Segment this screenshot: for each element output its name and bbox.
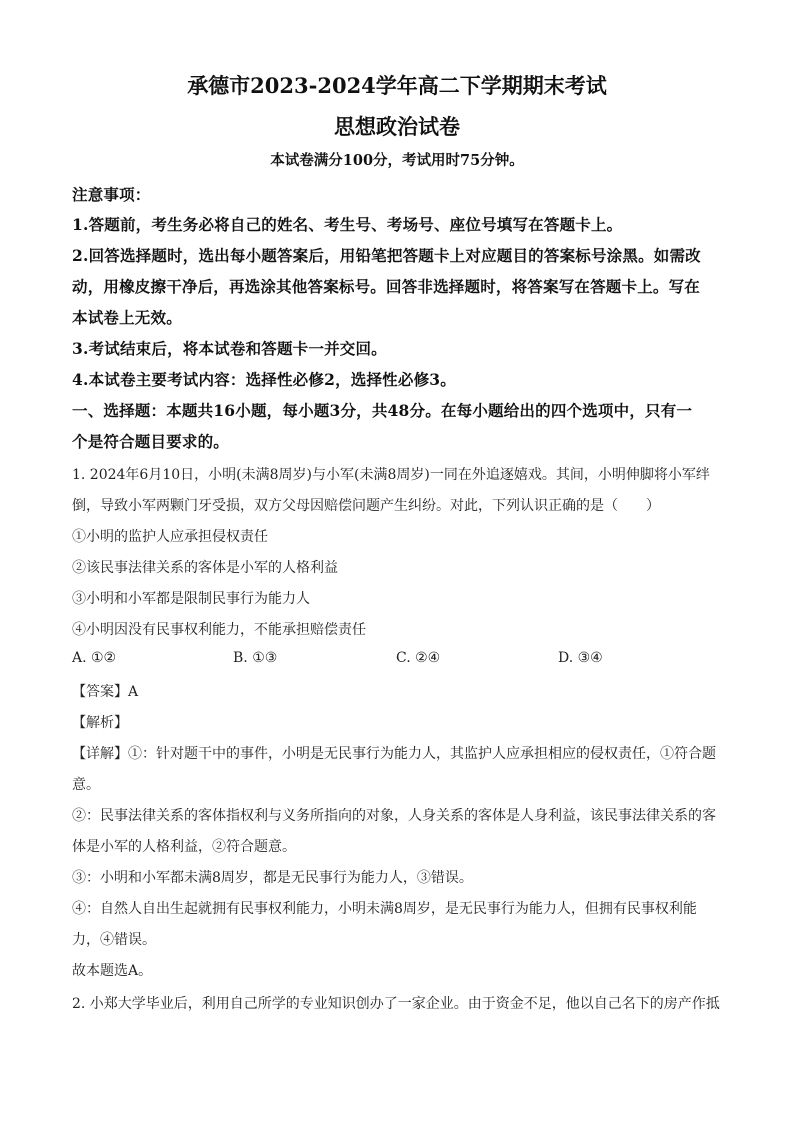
q1-statement-4: ④小明因没有民事权利能力，不能承担赔偿责任 xyxy=(72,622,366,638)
q1-option-c: C. ②④ xyxy=(396,650,441,666)
notice-line-1: 1.答题前，考生务必将自己的姓名、考生号、考场号、座位号填写在答题卡上。 xyxy=(72,215,623,234)
q1-stem-line-2: 倒，导致小军两颗门牙受损，双方父母因赔偿问题产生纠纷。对此，下列认识正确的是（ ） xyxy=(72,498,660,514)
q1-answer: 【答案】A xyxy=(72,684,139,700)
exam-meta: 本试卷满分100分，考试用时75分钟。 xyxy=(270,152,524,169)
q1-detail-line-4: 体是小军的人格利益，②符合题意。 xyxy=(72,839,296,855)
notice-line-2: 2.回答选择题时，选出每小题答案后，用铅笔把答题卡上对应题目的答案标号涂黑。如需改 xyxy=(72,246,701,265)
q1-statement-1: ①小明的监护人应承担侵权责任 xyxy=(72,529,268,545)
notice-line-6: 4.本试卷主要考试内容：选择性必修2，选择性必修3。 xyxy=(72,370,456,389)
q1-statement-2: ②该民事法律关系的客体是小军的人格利益 xyxy=(72,560,338,576)
notice-line-5: 3.考试结束后，将本试卷和答题卡一并交回。 xyxy=(72,339,387,358)
q1-analysis-label: 【解析】 xyxy=(72,715,128,731)
q1-option-a: A. ①② xyxy=(72,650,117,666)
notice-heading: 注意事项： xyxy=(72,185,151,204)
q1-detail-line-6: ④：自然人自出生起就拥有民事权利能力，小明未满8周岁，是无民事行为能力人，但拥有民事权利能 xyxy=(72,901,697,917)
notice-line-3: 动，用橡皮擦干净后，再选涂其他答案标号。回答非选择题时，将答案写在答题卡上。写在 xyxy=(72,277,701,296)
section-heading-1: 一、选择题：本题共16小题，每小题3分，共48分。在每小题给出的四个选项中，只有一 xyxy=(72,401,693,420)
section-heading-2: 个是符合题目要求的。 xyxy=(72,432,230,451)
exam-title: 承德市2023-2024学年高二下学期期末考试 xyxy=(187,73,607,98)
q1-option-b: B. ①③ xyxy=(233,650,278,666)
q1-detail-line-7: 力，④错误。 xyxy=(72,932,156,948)
q1-option-d: D. ③④ xyxy=(558,650,603,666)
q2-stem-line-1: 2. 小郑大学毕业后，利用自己所学的专业知识创办了一家企业。由于资金不足，他以自己名下的房产作抵 xyxy=(72,996,720,1012)
q1-statement-3: ③小明和小军都是限制民事行为能力人 xyxy=(72,591,310,607)
q1-detail-line-5: ③：小明和小军都未满8周岁，都是无民事行为能力人，③错误。 xyxy=(72,870,473,886)
q1-detail-line-3: ②：民事法律关系的客体指权利与义务所指向的对象，人身关系的客体是人身利益，该民事法律关系的客 xyxy=(72,808,716,824)
q1-detail-line-2: 意。 xyxy=(72,777,100,793)
notice-line-4: 本试卷上无效。 xyxy=(72,308,182,327)
exam-subtitle: 思想政治试卷 xyxy=(334,114,460,139)
q1-conclusion: 故本题选A。 xyxy=(72,963,153,979)
q1-stem-line-1: 1. 2024年6月10日，小明(未满8周岁)与小军(未满8周岁)一同在外追逐嬉戏。其间，小明伸脚将小军绊 xyxy=(72,467,710,483)
q1-detail-line-1: 【详解】①：针对题干中的事件，小明是无民事行为能力人，其监护人应承担相应的侵权责任，①符合题 xyxy=(72,746,716,762)
